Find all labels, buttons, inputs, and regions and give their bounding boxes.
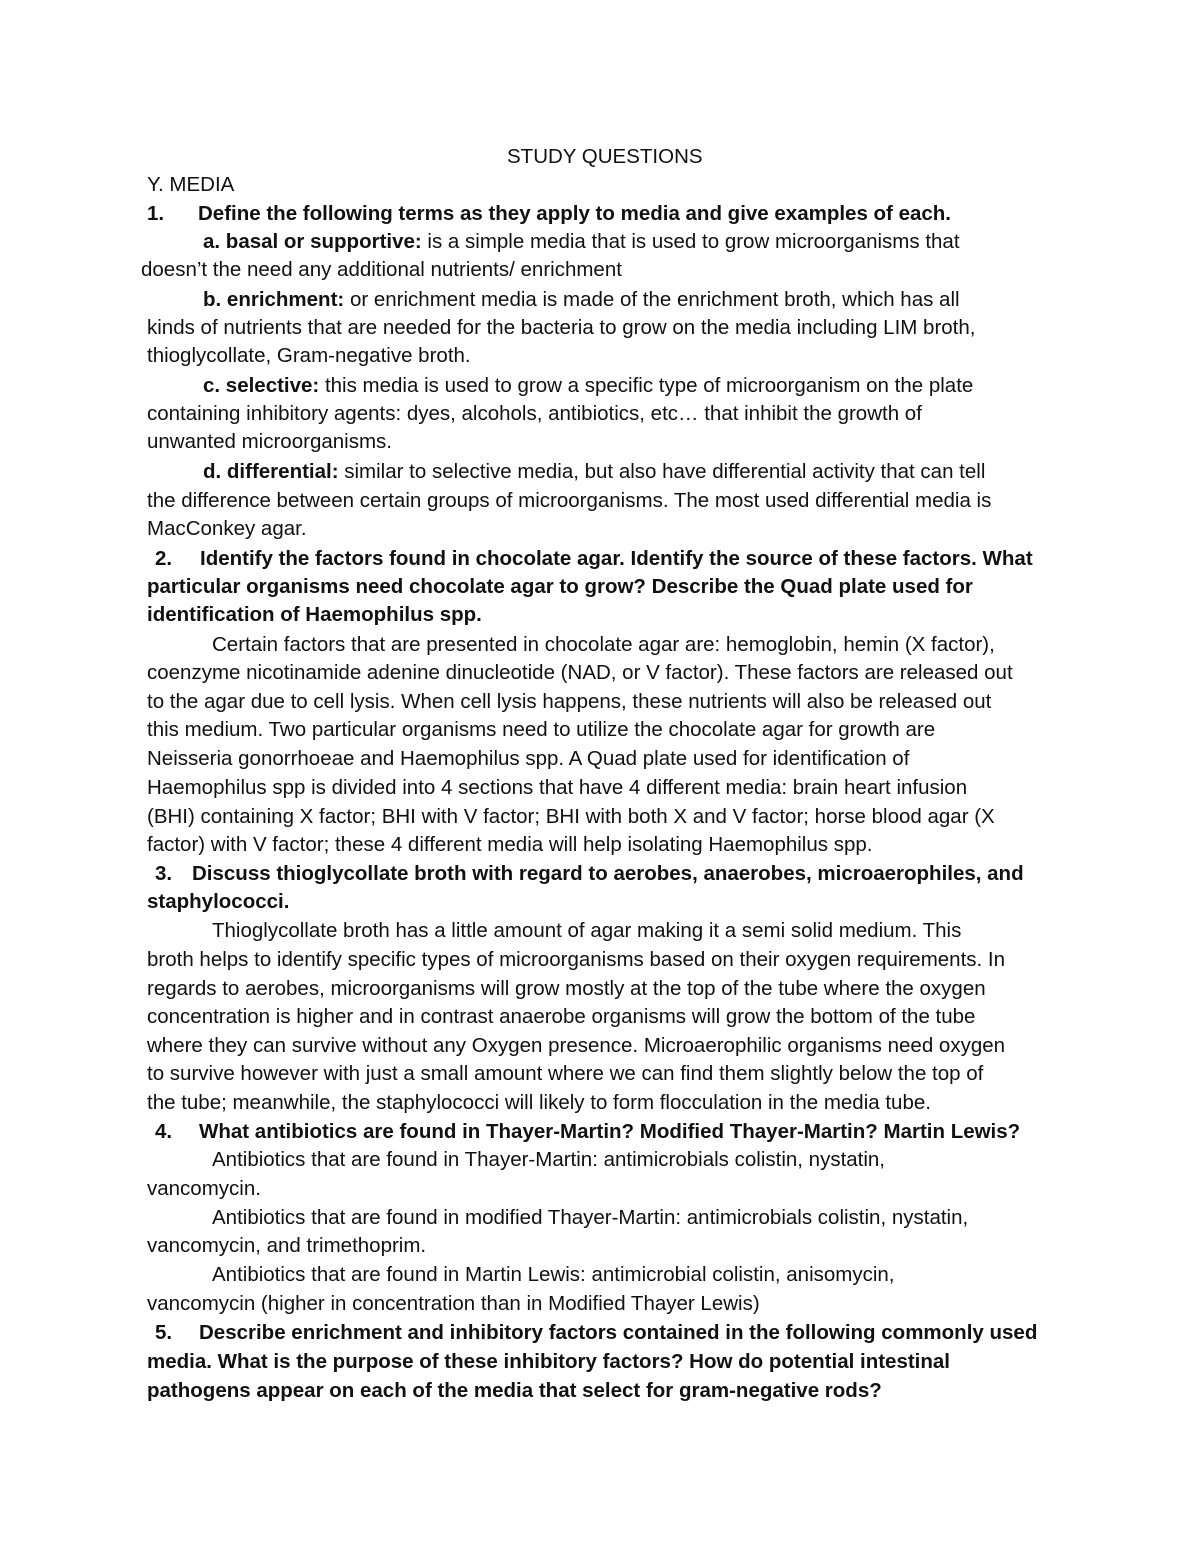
term-d-text: similar to selective media, but also have differential activity that can tell — [338, 460, 986, 483]
term-c-line: containing inhibitory agents: dyes, alcohols, antibiotics, etc… that inhibit the growth of — [147, 402, 922, 425]
term-a — [203, 230, 960, 254]
term-a-text: is a simple media that is used to grow microorganisms that — [421, 230, 960, 253]
answer-3-line: concentration is higher and in contrast anaerobe organisms will grow the bottom of the tube — [147, 1005, 976, 1028]
answer-3-line: to survive however with just a small amount where we can find them slightly below the top of — [147, 1062, 984, 1085]
term-b-line: thioglycollate, Gram-negative broth. — [147, 344, 471, 367]
question-3-prompt: Discuss thioglycollate broth with regard to aerobes, anaerobes, microaerophiles, and — [192, 862, 1024, 885]
term-a-line: doesn’t the need any additional nutrients/ enrichment — [141, 258, 622, 281]
question-3 — [155, 862, 1024, 886]
question-2 — [155, 547, 1033, 571]
answer-4-line: vancomycin. — [147, 1177, 261, 1200]
answer-2-line: this medium. Two particular organisms need to utilize the chocolate agar for growth are — [147, 718, 936, 741]
question-2-prompt-line: identification of Haemophilus spp. — [147, 603, 482, 626]
answer-3-line: Thioglycollate broth has a little amount of agar making it a semi solid medium. This — [212, 919, 962, 942]
term-c-label: c. selective: — [203, 374, 320, 397]
question-5-prompt-line: pathogens appear on each of the media that select for gram-negative rods? — [147, 1379, 882, 1402]
answer-3-line: where they can survive without any Oxygen presence. Microaerophilic organisms need oxygen — [147, 1034, 1006, 1057]
answer-2-line: Neisseria gonorrhoeae and Haemophilus spp. A Quad plate used for identification of — [147, 747, 910, 770]
question-5-prompt: Describe enrichment and inhibitory factors contained in the following commonly used — [199, 1321, 1038, 1344]
question-2-prompt: Identify the factors found in chocolate agar. Identify the source of these factors. What — [200, 547, 1033, 570]
answer-4-line: Antibiotics that are found in Martin Lewis: antimicrobial colistin, anisomycin, — [212, 1263, 895, 1286]
answer-4-line: vancomycin, and trimethoprim. — [147, 1234, 427, 1257]
question-4-prompt: What antibiotics are found in Thayer-Martin? Modified Thayer-Martin? Martin Lewis? — [199, 1120, 1021, 1143]
question-2-prompt-line: particular organisms need chocolate agar to grow? Describe the Quad plate used for — [147, 575, 973, 598]
page-title: STUDY QUESTIONS — [507, 145, 703, 168]
answer-2-line: factor) with V factor; these 4 different media will help isolating Haemophilus spp. — [147, 833, 873, 856]
question-4 — [155, 1120, 1020, 1144]
question-3-number: 3. — [155, 862, 173, 885]
question-3-prompt-line: staphylococci. — [147, 890, 290, 913]
question-5-prompt-line: media. What is the purpose of these inhibitory factors? How do potential intestinal — [147, 1350, 950, 1373]
question-2-number: 2. — [155, 547, 173, 570]
term-c-text: this media is used to grow a specific type of microorganism on the plate — [319, 374, 974, 397]
term-d-line: MacConkey agar. — [147, 517, 307, 540]
answer-3-line: broth helps to identify specific types of microorganisms based on their oxygen requirements. In — [147, 948, 1006, 971]
question-1 — [147, 202, 951, 226]
question-1-prompt: Define the following terms as they apply to media and give examples of each. — [198, 202, 952, 225]
term-b-label: b. enrichment: — [203, 288, 345, 311]
question-1-number: 1. — [147, 202, 165, 225]
term-d — [203, 460, 985, 484]
answer-2-line: Certain factors that are presented in chocolate agar are: hemoglobin, hemin (X factor), — [212, 633, 995, 656]
term-c-line: unwanted microorganisms. — [147, 430, 392, 453]
term-d-line: the difference between certain groups of microorganisms. The most used differential media is — [147, 489, 992, 512]
term-b — [203, 288, 960, 312]
question-5-number: 5. — [155, 1321, 173, 1344]
section-heading: Y. MEDIA — [147, 173, 235, 196]
term-c — [203, 374, 973, 398]
answer-2-line: coenzyme nicotinamide adenine dinucleotide (NAD, or V factor). These factors are released out — [147, 661, 1013, 684]
answer-2-line: (BHI) containing X factor; BHI with V factor; BHI with both X and V factor; horse blood agar (X — [147, 805, 995, 828]
term-d-label: d. differential: — [203, 460, 339, 483]
answer-2-line: to the agar due to cell lysis. When cell lysis happens, these nutrients will also be released out — [147, 690, 992, 713]
question-5 — [155, 1321, 1037, 1345]
answer-3-line: the tube; meanwhile, the staphylococci will likely to form flocculation in the media tube. — [147, 1091, 931, 1114]
answer-4-line: Antibiotics that are found in Thayer-Martin: antimicrobials colistin, nystatin, — [212, 1148, 886, 1171]
answer-4-line: vancomycin (higher in concentration than in Modified Thayer Lewis) — [147, 1292, 760, 1315]
term-b-line: kinds of nutrients that are needed for the bacteria to grow on the media including LIM broth, — [147, 316, 976, 339]
term-a-label: a. basal or supportive: — [203, 230, 422, 253]
answer-4-line: Antibiotics that are found in modified Thayer-Martin: antimicrobials colistin, nystatin, — [212, 1206, 969, 1229]
answer-3-line: regards to aerobes, microorganisms will grow mostly at the top of the tube where the oxygen — [147, 977, 986, 1000]
question-4-number: 4. — [155, 1120, 173, 1143]
term-b-text: or enrichment media is made of the enrichment broth, which has all — [344, 288, 960, 311]
answer-2-line: Haemophilus spp is divided into 4 sections that have 4 different media: brain heart infusion — [147, 776, 968, 799]
